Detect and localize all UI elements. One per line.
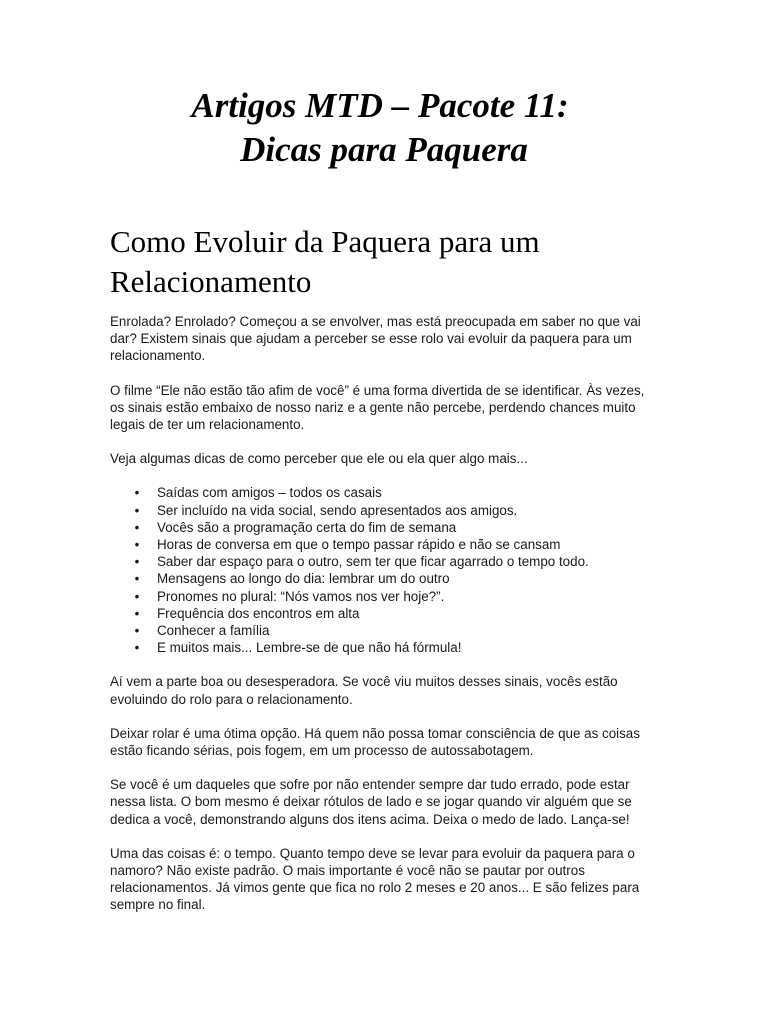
list-item (134, 484, 658, 501)
document-title-line-2: Dicas para Paquera (240, 130, 528, 169)
document-title-line-1: Artigos MTD – Pacote 11: (191, 86, 569, 125)
bullet-icon: • (134, 605, 140, 621)
list-item-text: Frequência dos encontros em alta (157, 605, 360, 621)
bullet-icon: • (134, 588, 140, 604)
paragraph-list-intro: Veja algumas dicas de como perceber que ele ou ela quer algo mais... (110, 451, 528, 467)
list-item-text: E muitos mais... Lembre-se de que não há fórmula! (157, 640, 462, 656)
bullet-icon: • (134, 485, 140, 501)
bullet-icon: • (134, 640, 140, 656)
paragraph-intro: Enrolada? Enrolado? Começou a se envolver, mas está preocupada em saber no que vai dar? Existem sinais que ajudam a perceber se esse rolo vai evoluir da paquera para um relacionamento. (110, 314, 641, 364)
paragraph-let-it-roll: Deixar rolar é uma ótima opção. Há quem não possa tomar consciência de que as coisas estão ficando sérias, pois fogem, em um processo de autossabotagem. (110, 725, 640, 759)
list-item (134, 605, 658, 622)
article-body (110, 313, 658, 931)
bullet-icon: • (134, 537, 140, 553)
list-item (134, 588, 658, 605)
list-item (134, 622, 658, 639)
paragraph-fear: Se você é um daqueles que sofre por não entender sempre dar tudo errado, pode estar nessa lista. O bom mesmo é deixar rótulos de lado e se jogar quando vir alguém que se dedica a você, demonstrando alguns dos itens acima. Deixa o medo de lado. Lança-se! (110, 777, 632, 827)
list-item-text: Mensagens ao longo do dia: lembrar um do outro (157, 571, 450, 587)
list-item (134, 553, 658, 570)
list-item-text: Vocês são a programação certa do fim de semana (157, 519, 457, 535)
document-title (0, 84, 768, 172)
bullet-icon: • (134, 502, 140, 518)
list-item (134, 536, 658, 553)
list-item (134, 639, 658, 656)
list-item (134, 570, 658, 587)
bullet-icon: • (134, 519, 140, 535)
list-item-text: Horas de conversa em que o tempo passar rápido e não se cansam (157, 537, 561, 553)
paragraph-good-part: Aí vem a parte boa ou desesperadora. Se você viu muitos desses sinais, vocês estão evoluindo do rolo para o relacionamento. (110, 674, 618, 707)
list-item-text: Saídas com amigos – todos os casais (157, 485, 382, 501)
list-item (134, 519, 658, 536)
paragraph-time: Uma das coisas é: o tempo. Quanto tempo deve se levar para evoluir da paquera para o namoro? Não existe padrão. O mais importante é você não se pautar por outros relacionamentos. Já vimos gente que fica no rolo 2 meses e 20 anos... E são felizes para sempre no final. (110, 845, 640, 913)
bullet-icon: • (134, 623, 140, 639)
list-item-text: Ser incluído na vida social, sendo apresentados aos amigos. (157, 502, 518, 518)
list-item (134, 502, 658, 519)
bullet-icon: • (134, 571, 140, 587)
list-item-text: Conhecer a família (157, 623, 270, 639)
paragraph-film: O filme “Ele não estão tão afim de você” é uma forma divertida de se identificar. Às vezes, os sinais estão embaixo de nosso nariz e a gente não percebe, perdendo chances muito legais de ter um relacionamento. (110, 382, 645, 433)
list-item-text: Saber dar espaço para o outro, sem ter que ficar agarrado o tempo todo. (157, 554, 589, 570)
bullet-icon: • (134, 554, 140, 570)
article-heading: Como Evoluir da Paquera para um Relacionamento (110, 224, 540, 299)
list-item-text: Pronomes no plural: “Nós vamos nos ver hoje?”. (157, 588, 445, 604)
signs-list (110, 484, 658, 656)
